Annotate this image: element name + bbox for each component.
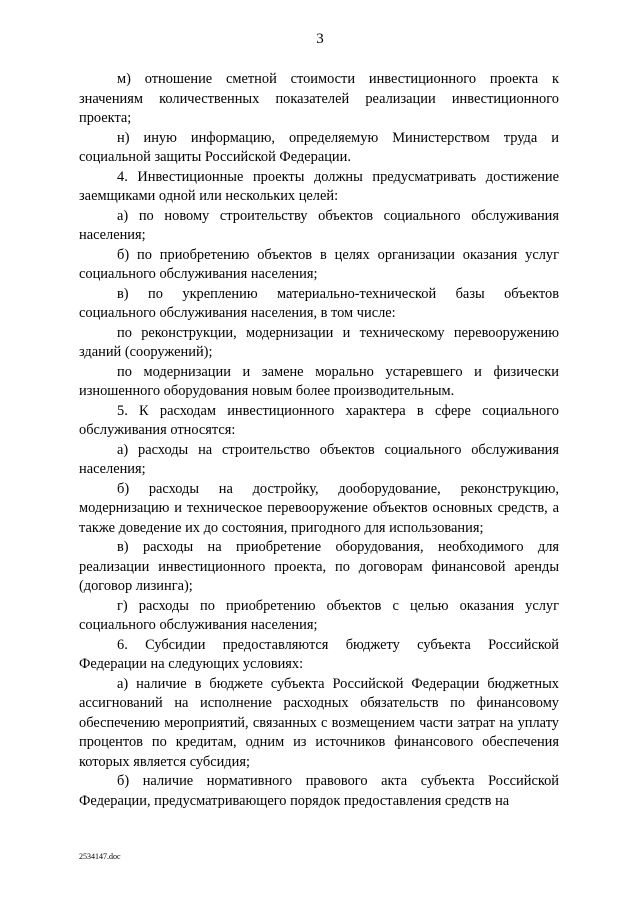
paragraph-6: 6. Субсидии предоставляются бюджету субъекта Российской Федерации на следующих условиях: (79, 636, 559, 672)
document-body (79, 70, 559, 811)
paragraph-6a: а) наличие в бюджете субъекта Российской Федерации бюджетных ассигнований на исполнение расходных обязательств по финансовому обеспечению мероприятий, связанных с возмещением части затрат на уплату процентов по кредитам, одним из источников финансового обеспечения которых является субсидия; (79, 675, 559, 770)
paragraph-5b: б) расходы на достройку, дооборудование, реконструкцию, модернизацию и техническое перевооружение объектов основных средств, а также доведение их до состояния, пригодного для использования; (79, 480, 559, 536)
paragraph-n: н) иную информацию, определяемую Министерством труда и социальной защиты Российской Федерации. (79, 129, 559, 165)
paragraph-5g: г) расходы по приобретению объектов с целью оказания услуг социального обслуживания населения; (79, 597, 559, 633)
paragraph-4v-reconstruction: по реконструкции, модернизации и техническому перевооружению зданий (сооружений); (79, 324, 559, 360)
paragraph-m: м) отношение сметной стоимости инвестиционного проекта к значениям количественных показателей реализации инвестиционного проекта; (79, 71, 559, 126)
page-number: 3 (316, 31, 324, 47)
paragraph-4: 4. Инвестиционные проекты должны предусматривать достижение заемщиками одной или нескольких целей: (79, 168, 559, 204)
paragraph-5v: в) расходы на приобретение оборудования, необходимого для реализации инвестиционного проекта, по договорам финансовой аренды (договор лизинга); (79, 539, 559, 594)
paragraph-4a: а) по новому строительству объектов социального обслуживания населения; (79, 207, 559, 243)
paragraph-4v: в) по укреплению материально-технической базы объектов социального обслуживания населения, в том числе: (79, 285, 559, 321)
paragraph-5: 5. К расходам инвестиционного характера в сфере социального обслуживания относятся: (79, 402, 559, 438)
paragraph-5a: а) расходы на строительство объектов социального обслуживания населения; (79, 441, 559, 477)
paragraph-4b: б) по приобретению объектов в целях организации оказания услуг социального обслуживания населения; (79, 246, 559, 282)
paragraph-6b: б) наличие нормативного правового акта субъекта Российской Федерации, предусматривающего порядок предоставления средств на (79, 773, 559, 809)
footer-document-code: 2534147.doc (79, 852, 121, 861)
paragraph-4v-modernization: по модернизации и замене морально устаревшего и физически изношенного оборудования новым более производительным. (79, 363, 559, 399)
